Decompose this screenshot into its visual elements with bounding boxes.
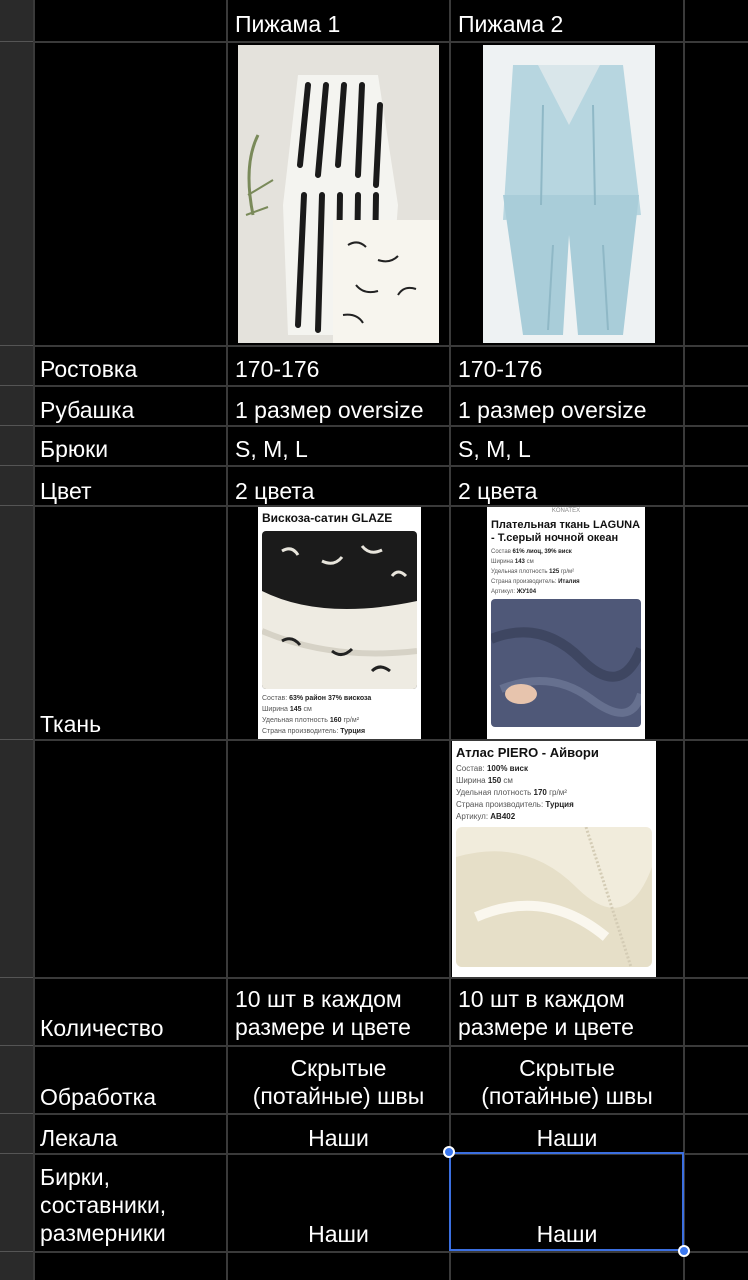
fabric-card-piero[interactable]: Атлас PIERO - Айвори Состав: 100% виск Ширина 150 см Удельная плотность 170 гр/м² Страна производитель: Турция Артикул: АВ402 (452, 741, 656, 977)
row-label-rostovka[interactable]: Ростовка (40, 356, 138, 382)
column-header-pajama-1[interactable]: Пижама 1 (235, 11, 341, 37)
row-label-color[interactable]: Цвет (40, 478, 92, 504)
row-label-pants[interactable]: Брюки (40, 436, 109, 462)
cell-tags-1[interactable]: Наши (308, 1221, 369, 1247)
fabric-card-glaze[interactable]: Вискоза-сатин GLAZE Состав: 63% район 37% вискоза Ширина 145 см Удельная плотность 160 гр/м² Страна производитель: Турция (258, 507, 421, 739)
cell-color-1[interactable]: 2 цвета (235, 478, 315, 504)
fabric-title: Атлас PIERO - Айвори (456, 745, 599, 760)
fabric-swatch-piero (456, 827, 652, 967)
pajama-1-photo[interactable] (238, 45, 439, 343)
cell-color-2[interactable]: 2 цвета (458, 478, 538, 504)
row-label-shirt[interactable]: Рубашка (40, 397, 135, 423)
fabric-title: Плательная ткань LAGUNA - Т.серый ночной океан (491, 519, 640, 544)
fabric-title: Вискоза-сатин GLAZE (262, 511, 393, 525)
selection-handle-bottom-right[interactable] (678, 1245, 690, 1257)
cell-rostovka-1[interactable]: 170-176 (235, 356, 320, 382)
pajama-2-photo[interactable] (483, 45, 655, 343)
cell-pants-2[interactable]: S, M, L (458, 436, 531, 462)
row-label-tags[interactable]: Бирки, составники, размерники (40, 1164, 167, 1246)
row-label-finishing[interactable]: Обработка (40, 1084, 156, 1110)
selection-handle-top-left[interactable] (443, 1146, 455, 1158)
fabric-brand: KONATEX (551, 508, 581, 514)
cell-pants-1[interactable]: S, M, L (235, 436, 308, 462)
cell-quantity-1[interactable]: 10 шт в каждом размере и цвете (235, 986, 411, 1040)
cell-shirt-2[interactable]: 1 размер oversize (458, 397, 647, 423)
row-label-quantity[interactable]: Количество (40, 1015, 164, 1041)
fabric-swatch-glaze (262, 531, 417, 689)
cell-patterns-1[interactable]: Наши (308, 1125, 369, 1151)
row-header-column[interactable] (0, 0, 33, 1280)
fabric-card-laguna[interactable]: KONATEX Плательная ткань LAGUNA - Т.серый ночной океан Состав 61% лиоц, 39% виск Ширина 143 см Удельная плотность 125 гр/м² Страна производитель: Италия Артикул: ЖУ104 (487, 507, 645, 739)
fabric-swatch-laguna (491, 599, 641, 727)
column-header-pajama-2[interactable]: Пижама 2 (458, 11, 564, 37)
cell-selection-box[interactable] (449, 1152, 684, 1251)
row-label-patterns[interactable]: Лекала (40, 1125, 118, 1151)
row-label-fabric[interactable]: Ткань (40, 711, 102, 737)
cell-finishing-2[interactable]: Скрытые (потайные) швы (481, 1055, 653, 1109)
cell-tags-2[interactable]: Наши (536, 1221, 598, 1247)
cell-shirt-1[interactable]: 1 размер oversize (235, 397, 424, 423)
cell-finishing-1[interactable]: Скрытые (потайные) швы (252, 1055, 425, 1109)
cell-quantity-2[interactable]: 10 шт в каждом размере и цвете (458, 986, 634, 1040)
cell-patterns-2[interactable]: Наши (536, 1125, 598, 1151)
cell-rostovka-2[interactable]: 170-176 (458, 356, 543, 382)
